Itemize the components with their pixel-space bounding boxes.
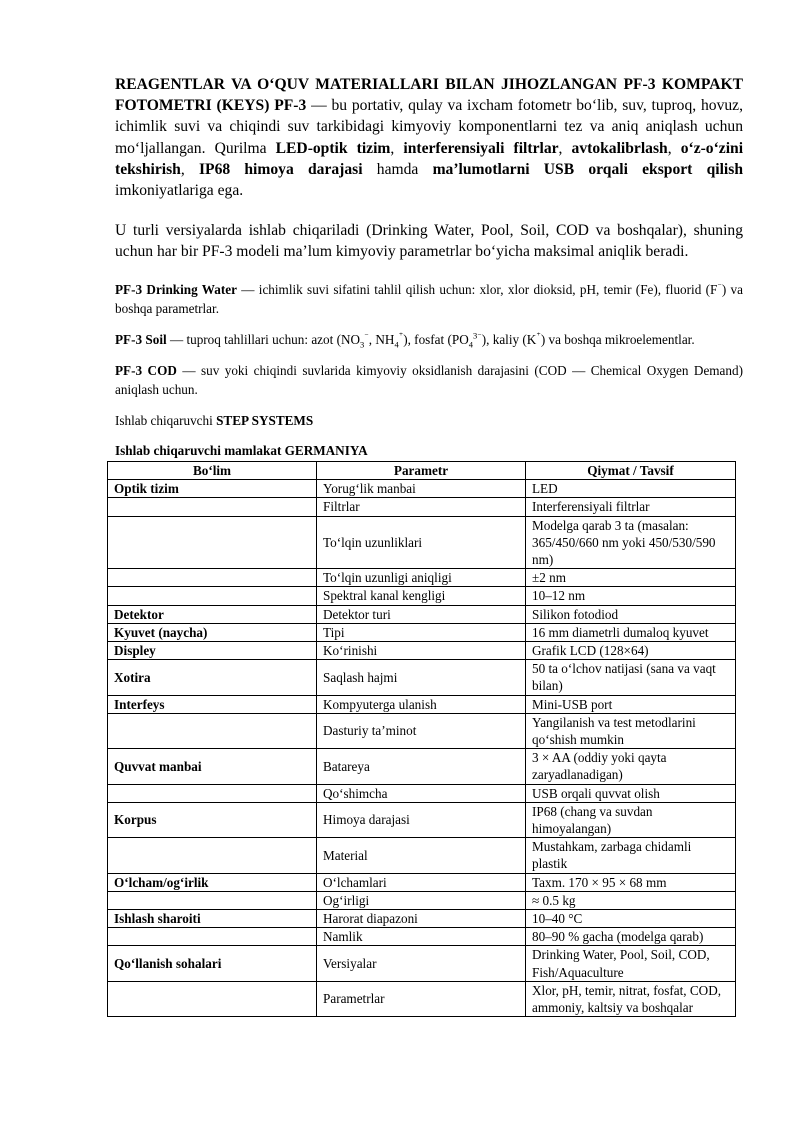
cell-section — [108, 784, 317, 802]
header-qiymat: Qiymat / Tavsif — [526, 462, 736, 480]
model-name: PF-3 COD — [115, 362, 177, 378]
table-row — [108, 873, 736, 891]
table-body — [108, 480, 736, 1017]
table-row — [108, 623, 736, 641]
table-row — [108, 480, 736, 498]
cell-parameter: Himoya darajasi — [317, 802, 526, 837]
intro-bold-filtr: interferensiyali filtrlar — [403, 139, 559, 157]
cell-value: 10–40 °C — [526, 910, 736, 928]
header-parametr: Parametr — [317, 462, 526, 480]
cell-parameter: To‘lqin uzunliklari — [317, 516, 526, 569]
intro-text: hamda — [362, 160, 433, 178]
cell-parameter: Tipi — [317, 623, 526, 641]
intro-sep: , — [558, 139, 572, 157]
table-header-row — [108, 462, 736, 480]
intro-text: imkoniyatlariga ega. — [115, 182, 244, 200]
model-cod — [115, 361, 743, 399]
superscript: ⁻ — [717, 280, 722, 291]
intro-bold-avto: avtokalibrlash — [571, 139, 668, 157]
subscript: 3 — [360, 339, 365, 350]
intro-title: REAGENTLAR VA O‘QUV MATERIALLARI BILAN JIHOZLANGAN PF-3 KOMPAKT FOTOMETRI (KEYS) PF-3 — [115, 76, 743, 115]
cell-section: Interfeys — [108, 695, 317, 713]
cell-section: Kyuvet (naycha) — [108, 623, 317, 641]
subscript: 4 — [394, 339, 399, 350]
header-bolim: Bo‘lim — [108, 462, 317, 480]
spec-table — [107, 461, 736, 1017]
cell-section — [108, 498, 317, 516]
cell-parameter: Saqlash hajmi — [317, 660, 526, 695]
cell-section: Korpus — [108, 802, 317, 837]
model-text: , NH — [368, 331, 395, 347]
model-text: — suv yoki chiqindi suvlarida kimyoviy oksidlanish darajasini (COD — Chemical Oxygen Demand) aniqlash uchun. — [115, 362, 743, 397]
cell-section: Displey — [108, 642, 317, 660]
superscript: ⁺ — [398, 330, 404, 341]
model-text: ), fosfat (PO — [403, 331, 469, 347]
table-row — [108, 802, 736, 837]
cell-parameter: Material — [317, 838, 526, 873]
cell-section: Detektor — [108, 605, 317, 623]
cell-value: Xlor, pH, temir, nitrat, fosfat, COD, ammoniy, kaltsiy va boshqalar — [526, 981, 736, 1016]
table-row — [108, 784, 736, 802]
cell-parameter: Harorat diapazoni — [317, 910, 526, 928]
table-row — [108, 946, 736, 981]
model-text: ) va boshqa parametrlar. — [115, 281, 744, 316]
intro-bold-usb: ma’lumotlarni USB orqali eksport qilish — [432, 160, 743, 178]
model-soil — [115, 330, 743, 349]
table-row — [108, 981, 736, 1016]
table-row — [108, 695, 736, 713]
cell-value: USB orqali quvvat olish — [526, 784, 736, 802]
cell-parameter: Filtrlar — [317, 498, 526, 516]
cell-value: 3 × AA (oddiy yoki qayta zaryadlanadigan) — [526, 749, 736, 784]
table-row — [108, 587, 736, 605]
cell-value: ≈ 0.5 kg — [526, 891, 736, 909]
cell-parameter: Detektor turi — [317, 605, 526, 623]
intro-bold-optik: LED-optik tizim — [275, 139, 391, 157]
cell-parameter: Parametrlar — [317, 981, 526, 1016]
table-row — [108, 516, 736, 569]
cell-parameter: Versiyalar — [317, 946, 526, 981]
table-row — [108, 569, 736, 587]
table-row — [108, 838, 736, 873]
cell-value: 10–12 nm — [526, 587, 736, 605]
cell-section: Xotira — [108, 660, 317, 695]
intro-sep: , — [180, 160, 199, 178]
cell-section: Optik tizim — [108, 480, 317, 498]
manufacturer-label: Ishlab chiqaruvchi — [115, 412, 217, 428]
cell-parameter: O‘lchamlari — [317, 873, 526, 891]
document-page — [115, 74, 743, 460]
cell-value: LED — [526, 480, 736, 498]
intro-sep: , — [667, 139, 681, 157]
table-row — [108, 498, 736, 516]
cell-value: Mini-USB port — [526, 695, 736, 713]
cell-parameter: To‘lqin uzunligi aniqligi — [317, 569, 526, 587]
table-row — [108, 891, 736, 909]
table-row — [108, 660, 736, 695]
cell-value: Modelga qarab 3 ta (masalan: 365/450/660 nm yoki 450/530/590 nm) — [526, 516, 736, 569]
cell-value: Grafik LCD (128×64) — [526, 642, 736, 660]
superscript: ⁺ — [536, 330, 541, 341]
cell-parameter: Yorug‘lik manbai — [317, 480, 526, 498]
subscript: 4 — [468, 339, 473, 350]
intro-bold-ozozini: o‘z-o‘zini tekshirish — [115, 139, 744, 178]
cell-section — [108, 838, 317, 873]
model-text: — tuproq tahlillari uchun: azot (NO — [166, 331, 361, 347]
cell-section — [108, 928, 317, 946]
versions-paragraph: U turli versiyalarda ishlab chiqariladi (Drinking Water, Pool, Soil, COD va boshqalar), shuning uchun har bir PF-3 modeli ma’lum kimyoviy parametrlar bo‘yicha maksimal aniqlik beradi. — [115, 222, 743, 261]
country-label: Ishlab chiqaruvchi mamlakat GERMANIYA — [115, 442, 368, 458]
cell-section — [108, 587, 317, 605]
cell-section — [108, 516, 317, 569]
cell-value: Yangilanish va test metodlarini qo‘shish mumkin — [526, 713, 736, 748]
cell-section — [108, 981, 317, 1016]
table-row — [108, 928, 736, 946]
superscript: ⁻ — [364, 330, 369, 341]
table-row — [108, 605, 736, 623]
intro-text: — bu portativ, qulay va ixcham fotometr bo‘lib, suv, tuproq, hovuz, ichimlik suvi va chiqindi suv tarkibidagi kimyoviy komponentlarni tez va aniq aniqlash uchun mo‘ljallangan. Qurilma — [115, 97, 743, 157]
superscript: 3⁻ — [473, 330, 482, 341]
model-name: PF-3 Soil — [115, 331, 167, 347]
cell-value: Interferensiyali filtrlar — [526, 498, 736, 516]
model-text: ), kaliy (K — [481, 331, 537, 347]
manufacturer-line — [115, 411, 743, 430]
table-row — [108, 910, 736, 928]
cell-value: Mustahkam, zarbaga chidamli plastik — [526, 838, 736, 873]
intro-bold-ip68: IP68 himoya darajasi — [198, 160, 363, 178]
cell-parameter: Batareya — [317, 749, 526, 784]
cell-section: Quvvat manbai — [108, 749, 317, 784]
cell-section: Ishlash sharoiti — [108, 910, 317, 928]
cell-value: 80–90 % gacha (modelga qarab) — [526, 928, 736, 946]
cell-parameter: Kompyuterga ulanish — [317, 695, 526, 713]
model-name: PF-3 Drinking Water — [115, 281, 237, 297]
table-row — [108, 713, 736, 748]
cell-parameter: Spektral kanal kengligi — [317, 587, 526, 605]
cell-parameter: Dasturiy ta’minot — [317, 713, 526, 748]
intro-sep: , — [390, 139, 404, 157]
cell-parameter: Og‘irligi — [317, 891, 526, 909]
table-row — [108, 749, 736, 784]
cell-section — [108, 891, 317, 909]
cell-section: Qo‘llanish sohalari — [108, 946, 317, 981]
cell-value: 50 ta o‘lchov natijasi (sana va vaqt bilan) — [526, 660, 736, 695]
model-text: — ichimlik suvi sifatini tahlil qilish uchun: xlor, xlor dioksid, pH, temir (Fe), fluorid (F — [236, 281, 718, 297]
intro-paragraph — [115, 74, 743, 201]
cell-parameter: Qo‘shimcha — [317, 784, 526, 802]
cell-parameter: Ko‘rinishi — [317, 642, 526, 660]
cell-value: Drinking Water, Pool, Soil, COD, Fish/Aquaculture — [526, 946, 736, 981]
model-drinking-water — [115, 280, 743, 318]
cell-value: 16 mm diametrli dumaloq kyuvet — [526, 623, 736, 641]
cell-value: Taxm. 170 × 95 × 68 mm — [526, 873, 736, 891]
cell-section — [108, 713, 317, 748]
country-line — [115, 441, 743, 460]
model-text: ) va boshqa mikroelementlar. — [540, 331, 695, 347]
cell-value: IP68 (chang va suvdan himoyalangan) — [526, 802, 736, 837]
cell-value: ±2 nm — [526, 569, 736, 587]
manufacturer-value: STEP SYSTEMS — [216, 412, 314, 428]
cell-value: Silikon fotodiod — [526, 605, 736, 623]
cell-section — [108, 569, 317, 587]
cell-parameter: Namlik — [317, 928, 526, 946]
cell-section: O‘lcham/og‘irlik — [108, 873, 317, 891]
table-row — [108, 642, 736, 660]
